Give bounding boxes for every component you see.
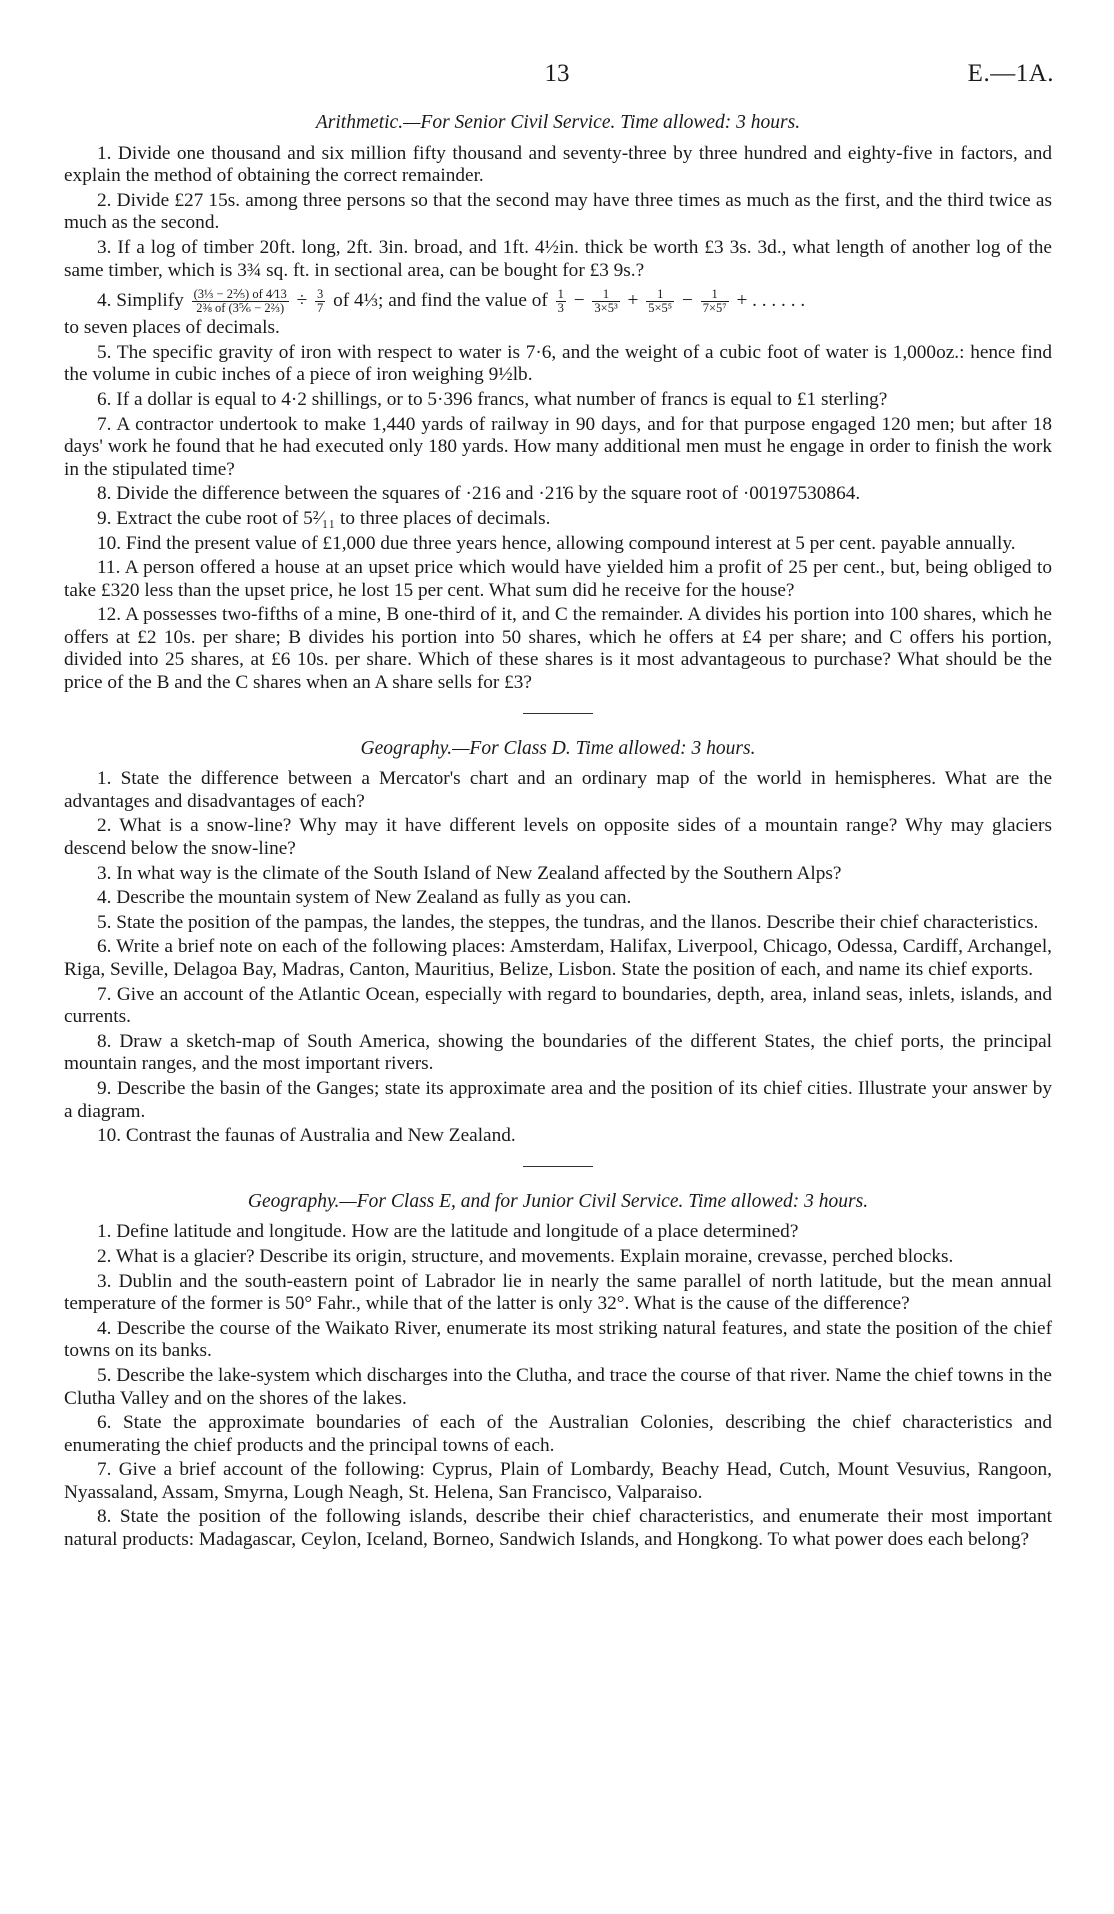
question-5: 5. State the position of the pampas, the landes, the steppes, the tundras, and the llanos. Describe their chief characteristics. (97, 911, 1039, 933)
fraction-denominator: 7 (316, 301, 324, 316)
q4-minus: − (573, 290, 585, 312)
q4-mid: of 4⅓; and find the value of (333, 290, 548, 312)
fraction-numerator: 1 (701, 288, 729, 302)
fraction-denominator: 2⅜ of (3⅚ − 2⅔) (196, 301, 285, 316)
question-2: 2. What is a glacier? Describe its origin, structure, and movements. Explain moraine, crevasse, perched blocks. (97, 1245, 954, 1267)
fraction-denominator: 7×5⁷ (702, 301, 727, 316)
section-divider (523, 713, 593, 714)
question-10: 10. Contrast the faunas of Australia and New Zealand. (97, 1125, 516, 1147)
question-2: 2. Divide £27 15s. among three persons so that the second may have three times as much as the first, and the third twice as much as the second. (64, 189, 1052, 234)
question-3: 3. Dublin and the south-eastern point of Labrador lie in nearly the same parallel of north latitude, but the mean annual temperature of the former is 50° Fahr., while that of the latter is only 32°. What is the cause of the difference? (64, 1270, 1052, 1315)
question-6: 6. Write a brief note on each of the following places: Amsterdam, Halifax, Liverpool, Chicago, Odessa, Cardiff, Archangel, Riga, Seville, Delagoa Bay, Madras, Canton, Mauritius, Belize, Lisbon. State the position of each, and name its chief exports. (64, 936, 1052, 980)
section-geography-class-d (64, 738, 1052, 1148)
question-5: 5. The specific gravity of iron with respect to water is 7·6, and the weight of a cubic foot of water is 1,000oz.: hence find the volume in cubic inches of a piece of iron weighing 9½lb. (64, 341, 1052, 386)
question-7: 7. A contractor undertook to make 1,440 yards of railway in 90 days, and for that purpose engaged 120 men; but after 18 days' work he found that he had executed only 180 yards. How many additional men must he engage in order to finish the work in the stipulated time? (64, 413, 1052, 480)
question-8: 8. Divide the difference between the squares of ·216 and ·21̇6 by the square root of ·00197530864. (97, 483, 861, 505)
question-11: 11. A person offered a house at an upset price which would have yielded him a profit of 25 per cent., but, being obliged to take £320 less than the upset price, he lost 15 per cent. What sum did he receive for the house? (64, 557, 1052, 601)
fraction-numerator: 1 (557, 287, 564, 302)
fraction-numerator: 1 (592, 288, 619, 302)
question-9: 9. Describe the basin of the Ganges; state its approximate area and the position of its chief cities. Illustrate your answer by a diagram. (64, 1077, 1052, 1122)
section-heading: Geography.—For Class D. Time allowed: 3 hours. (360, 737, 756, 759)
section-heading: Arithmetic.—For Senior Civil Service. Time allowed: 3 hours. (315, 112, 801, 133)
section-heading: Geography.—For Class E, and for Junior Civil Service. Time allowed: 3 hours. (247, 1190, 869, 1212)
q4-series-term-1 (556, 288, 566, 315)
question-2: 2. What is a snow-line? Why may it have different levels on opposite sides of a mountain range? Why may glaciers descend below the snow-line? (64, 815, 1052, 860)
question-4 (64, 288, 1052, 315)
page-content (64, 112, 1052, 1554)
question-4: 4. Describe the mountain system of New Zealand as fully as you can. (97, 887, 632, 909)
q4-minus: − (681, 290, 693, 312)
question-7: 7. Give an account of the Atlantic Ocean, especially with regard to boundaries, depth, area, inland seas, inlets, islands, and currents. (64, 983, 1052, 1028)
document-code: E.—1A. (967, 60, 1054, 87)
question-9: 9. Extract the cube root of 5²⁄₁₁ to three places of decimals. (97, 507, 551, 529)
question-1: 1. Divide one thousand and six million fifty thousand and seventy-three by three hundred and eighty-five in factors, and explain the method of obtaining the correct remainder. (64, 142, 1052, 187)
fraction-denominator: 3 (557, 301, 564, 316)
question-4: 4. Describe the course of the Waikato River, enumerate its most striking natural features, and state the position of the chief towns on its banks. (64, 1317, 1052, 1362)
question-8: 8. Draw a sketch-map of South America, showing the boundaries of the different States, the chief ports, the principal mountain ranges, and the most important rivers. (64, 1030, 1052, 1075)
q4-operator: ÷ (296, 290, 308, 312)
question-6: 6. If a dollar is equal to 4·2 shillings, or to 5·396 francs, what number of francs is equal to £1 sterling? (97, 388, 888, 410)
question-7: 7. Give a brief account of the following: Cyprus, Plain of Lombardy, Beachy Head, Cutch, Mount Vesuvius, Rangoon, Nyassaland, Assam, Smyrna, Lough Neagh, St. Helena, San Francisco, Valparaiso. (64, 1459, 1052, 1503)
question-8: 8. State the position of the following islands, describe their chief characteristics, and enumerate their most important natural products: Madagascar, Ceylon, Iceland, Borneo, Sandwich Islands, and Hongkong. To what power does each belong? (64, 1506, 1052, 1551)
fraction-numerator: 3 (316, 287, 324, 302)
q4-series-term-2 (592, 288, 619, 315)
section-divider (523, 1166, 593, 1167)
question-12: 12. A possesses two-fifths of a mine, B one-third of it, and C the remainder. A divides his portion into 100 shares, which he offers at £2 10s. per share; B divides his portion into 50 shares, which he offers at £4 per share; and C offers his portion, divided into 25 shares, at £6 10s. per share. Which of these shares is it most advantageous to purchase? What should be the price of the B and the C shares when an A share sells for £3? (64, 604, 1052, 694)
q4-series-term-3 (646, 288, 674, 315)
fraction-denominator: 5×5⁵ (648, 301, 673, 316)
section-geography-class-e (64, 1191, 1052, 1552)
q4-compound-fraction (192, 288, 289, 315)
question-1: 1. Define latitude and longitude. How are the latitude and longitude of a place determined? (97, 1221, 799, 1243)
question-3: 3. In what way is the climate of the South Island of New Zealand affected by the Southern Alps? (97, 862, 842, 884)
fraction-denominator: 3×5³ (594, 301, 618, 316)
q4-series-term-4 (701, 288, 729, 315)
question-3: 3. If a log of timber 20ft. long, 2ft. 3in. broad, and 1ft. 4½in. thick be worth £3 3s. 3d., what length of another log of the same timber, which is 3¾ sq. ft. in sectional area, can be bought for £3 9s.? (64, 236, 1052, 281)
q4-tail: + . . . . . . (736, 290, 806, 312)
question-1: 1. State the difference between a Mercator's chart and an ordinary map of the world in hemispheres. What are the advantages and disadvantages of each? (64, 768, 1052, 812)
fraction-numerator: (3⅓ − 2⅖) of 4⁄13 (193, 287, 287, 302)
page-number: 13 (544, 60, 570, 87)
section-arithmetic (64, 112, 1052, 695)
question-6: 6. State the approximate boundaries of each of the Australian Colonies, describing the chief characteristics and enumerating the chief products and the principal towns of each. (64, 1412, 1052, 1456)
q4-plus: + (627, 290, 639, 312)
question-4-end: to seven places of decimals. (64, 317, 280, 339)
question-10: 10. Find the present value of £1,000 due three years hence, allowing compound interest at 5 per cent. payable annually. (97, 532, 1016, 554)
fraction-numerator: 1 (646, 288, 674, 302)
q4-fraction-three-sevenths (315, 288, 325, 315)
q4-lead: 4. Simplify (97, 290, 184, 312)
question-5: 5. Describe the lake-system which discharges into the Clutha, and trace the course of that river. Name the chief towns in the Clutha Valley and on the shores of the lakes. (64, 1364, 1052, 1409)
